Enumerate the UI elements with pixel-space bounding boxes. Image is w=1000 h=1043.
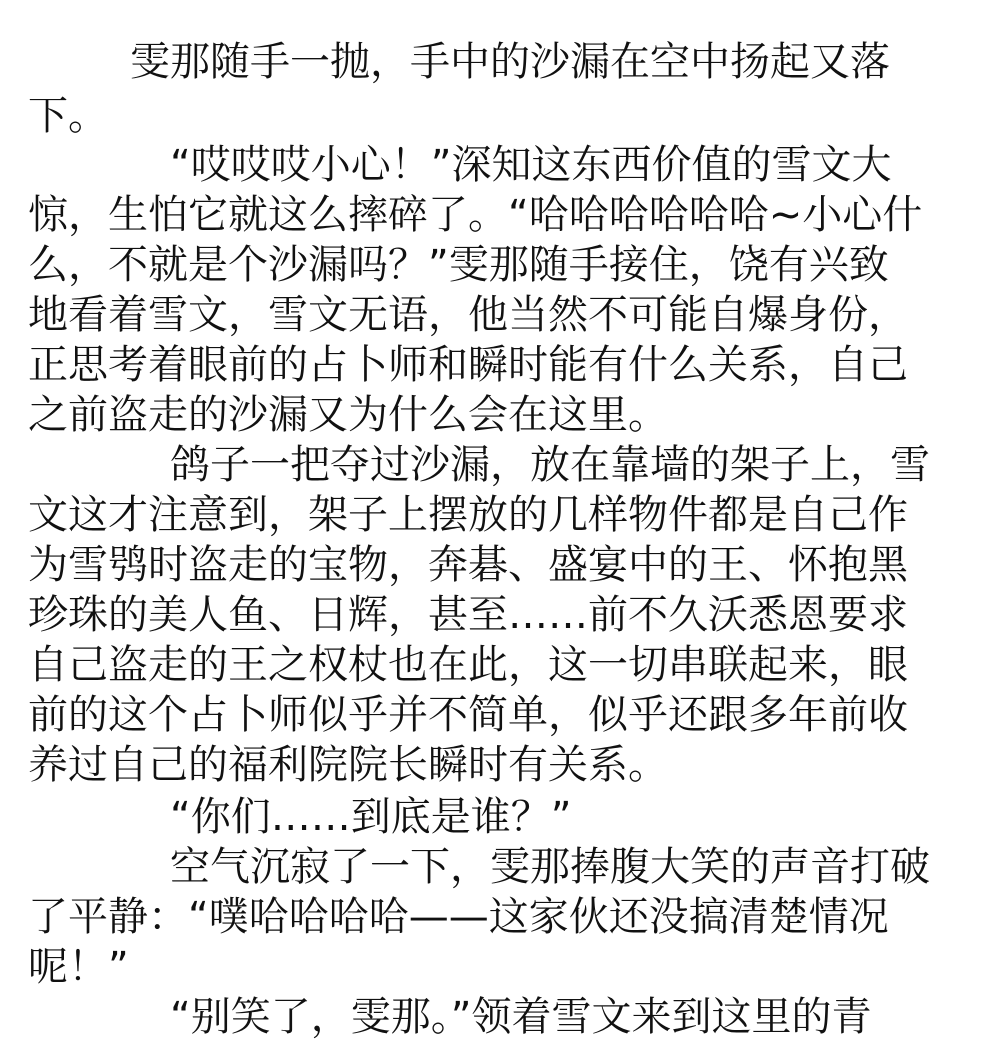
text-line: 空气沉寂了一下，雯那捧腹大笑的声音打破 [170,844,930,890]
text-line: 养过自己的福利院院长瞬时有关系。 [28,742,668,788]
text-line: 呢！” [28,944,129,990]
text-line: 前的这个占卜师似乎并不简单，似乎还跟多年前收 [28,692,908,738]
text-line: 雯那随手一抛，手中的沙漏在空中扬起又落 [130,39,890,85]
text-line: 惊，生怕它就这么摔碎了。“哈哈哈哈哈哈~小心什 [28,192,923,238]
text-line: 鸽子一把夺过沙漏，放在靠墙的架子上，雪 [170,442,930,488]
text-line: 为雪鸮时盗走的宝物，奔碁、盛宴中的王、怀抱黑 [28,542,908,588]
text-line: 文这才注意到，架子上摆放的几样物件都是自己作 [28,492,908,538]
text-line: 地看着雪文，雪文无语，他当然不可能自爆身份， [28,292,908,338]
text-line: 之前盗走的沙漏又为什么会在这里。 [28,392,668,438]
text-line: 珍珠的美人鱼、日辉，甚至……前不久沃悉恩要求 [28,592,908,638]
text-line: 了平静：“噗哈哈哈哈——这家伙还没搞清楚情况 [28,894,889,940]
text-line: “别笑了，雯那。”领着雪文来到这里的青 [170,994,872,1040]
text-line: 么，不就是个沙漏吗？”雯那随手接住，饶有兴致 [28,242,889,288]
text-line: 自己盗走的王之权杖也在此，这一切串联起来，眼 [28,642,908,688]
text-line: “哎哎哎小心！”深知这东西价值的雪文大 [170,142,892,188]
text-line: “你们……到底是谁？” [170,794,572,840]
text-line: 正思考着眼前的占卜师和瞬时能有什么关系，自己 [28,342,908,388]
text-line: 下。 [28,93,108,139]
